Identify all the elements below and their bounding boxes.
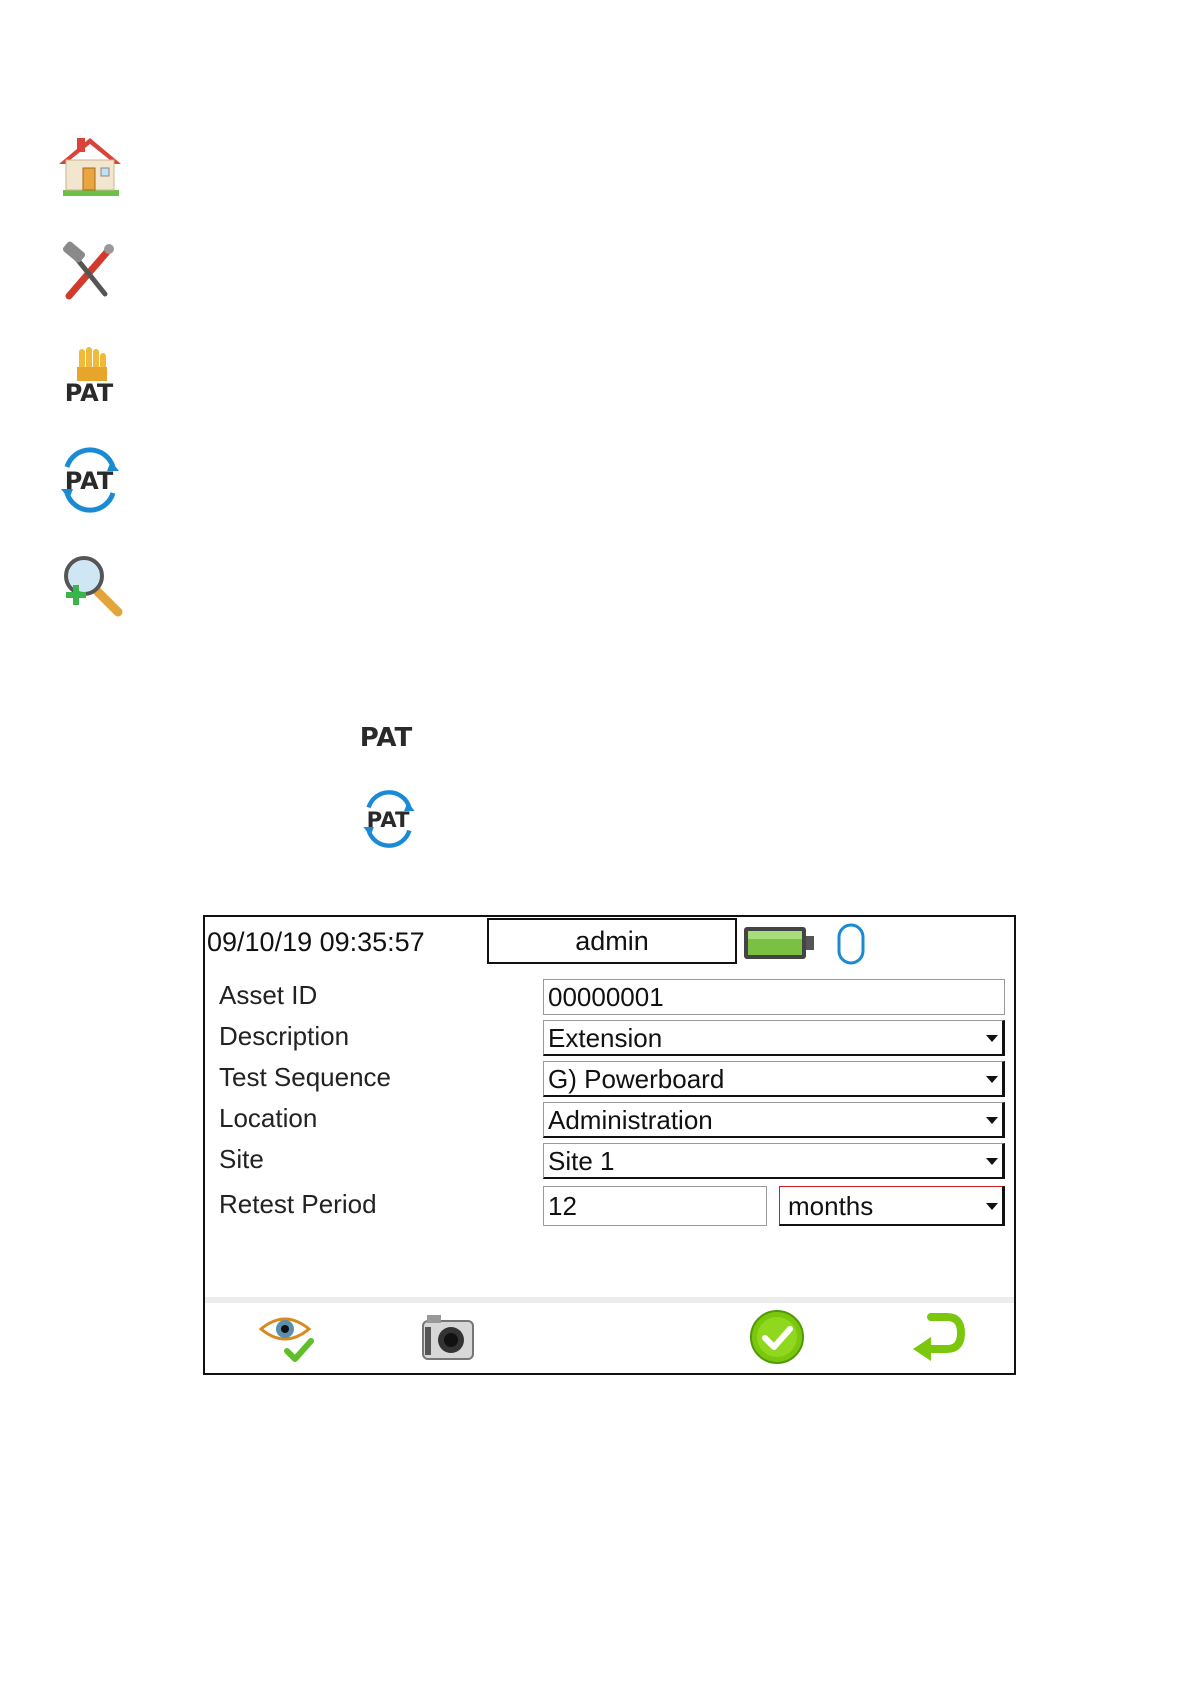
site-select[interactable] xyxy=(543,1143,1005,1179)
pat-cycle-text: PAT xyxy=(366,807,410,833)
retest-unit-value: months xyxy=(788,1191,874,1221)
tools-icon[interactable] xyxy=(55,238,125,308)
camera-icon[interactable] xyxy=(417,1307,477,1367)
retest-period-input[interactable]: 12 xyxy=(543,1186,767,1226)
test-sequence-value: G) Powerboard xyxy=(548,1064,725,1094)
asset-id-label: Asset ID xyxy=(219,980,318,1010)
usb-icon xyxy=(835,921,869,967)
chevron-down-icon xyxy=(986,1158,998,1165)
battery-icon xyxy=(742,923,818,963)
datetime: 09/10/19 09:35:57 xyxy=(207,927,425,957)
test-sequence-label: Test Sequence xyxy=(219,1062,392,1092)
site-value: Site 1 xyxy=(548,1146,615,1176)
pat-text: PAT xyxy=(359,723,413,752)
description-label: Description xyxy=(219,1021,350,1051)
check-icon[interactable] xyxy=(747,1307,807,1367)
device-screen xyxy=(203,915,1016,1375)
chevron-down-icon xyxy=(986,1076,998,1083)
back-arrow-icon[interactable] xyxy=(907,1307,967,1367)
pat-auto-icon[interactable] xyxy=(55,445,125,515)
test-sequence-select[interactable] xyxy=(543,1061,1005,1097)
retest-unit-select[interactable] xyxy=(779,1186,1005,1226)
description-select[interactable] xyxy=(543,1020,1005,1056)
chevron-down-icon xyxy=(986,1203,998,1210)
description-value: Extension xyxy=(548,1023,663,1053)
asset-id-input[interactable]: 00000001 xyxy=(543,979,1005,1015)
retest-period-label: Retest Period xyxy=(219,1189,377,1219)
search-add-icon[interactable] xyxy=(58,552,128,622)
home-icon[interactable] xyxy=(55,130,125,200)
location-label: Location xyxy=(219,1103,318,1133)
pat-cycle-icon xyxy=(358,788,420,850)
chevron-down-icon xyxy=(986,1035,998,1042)
location-select[interactable] xyxy=(543,1102,1005,1138)
pat-manual-icon[interactable] xyxy=(55,345,125,415)
bottom-toolbar xyxy=(205,1297,1014,1373)
pat-manual-text: PAT xyxy=(64,379,114,407)
user-badge[interactable]: admin xyxy=(487,918,737,964)
site-label: Site xyxy=(219,1144,264,1174)
pat-icon xyxy=(355,722,417,752)
eye-check-icon[interactable] xyxy=(257,1307,317,1367)
location-value: Administration xyxy=(548,1105,713,1135)
chevron-down-icon xyxy=(986,1117,998,1124)
pat-auto-text: PAT xyxy=(64,467,114,495)
